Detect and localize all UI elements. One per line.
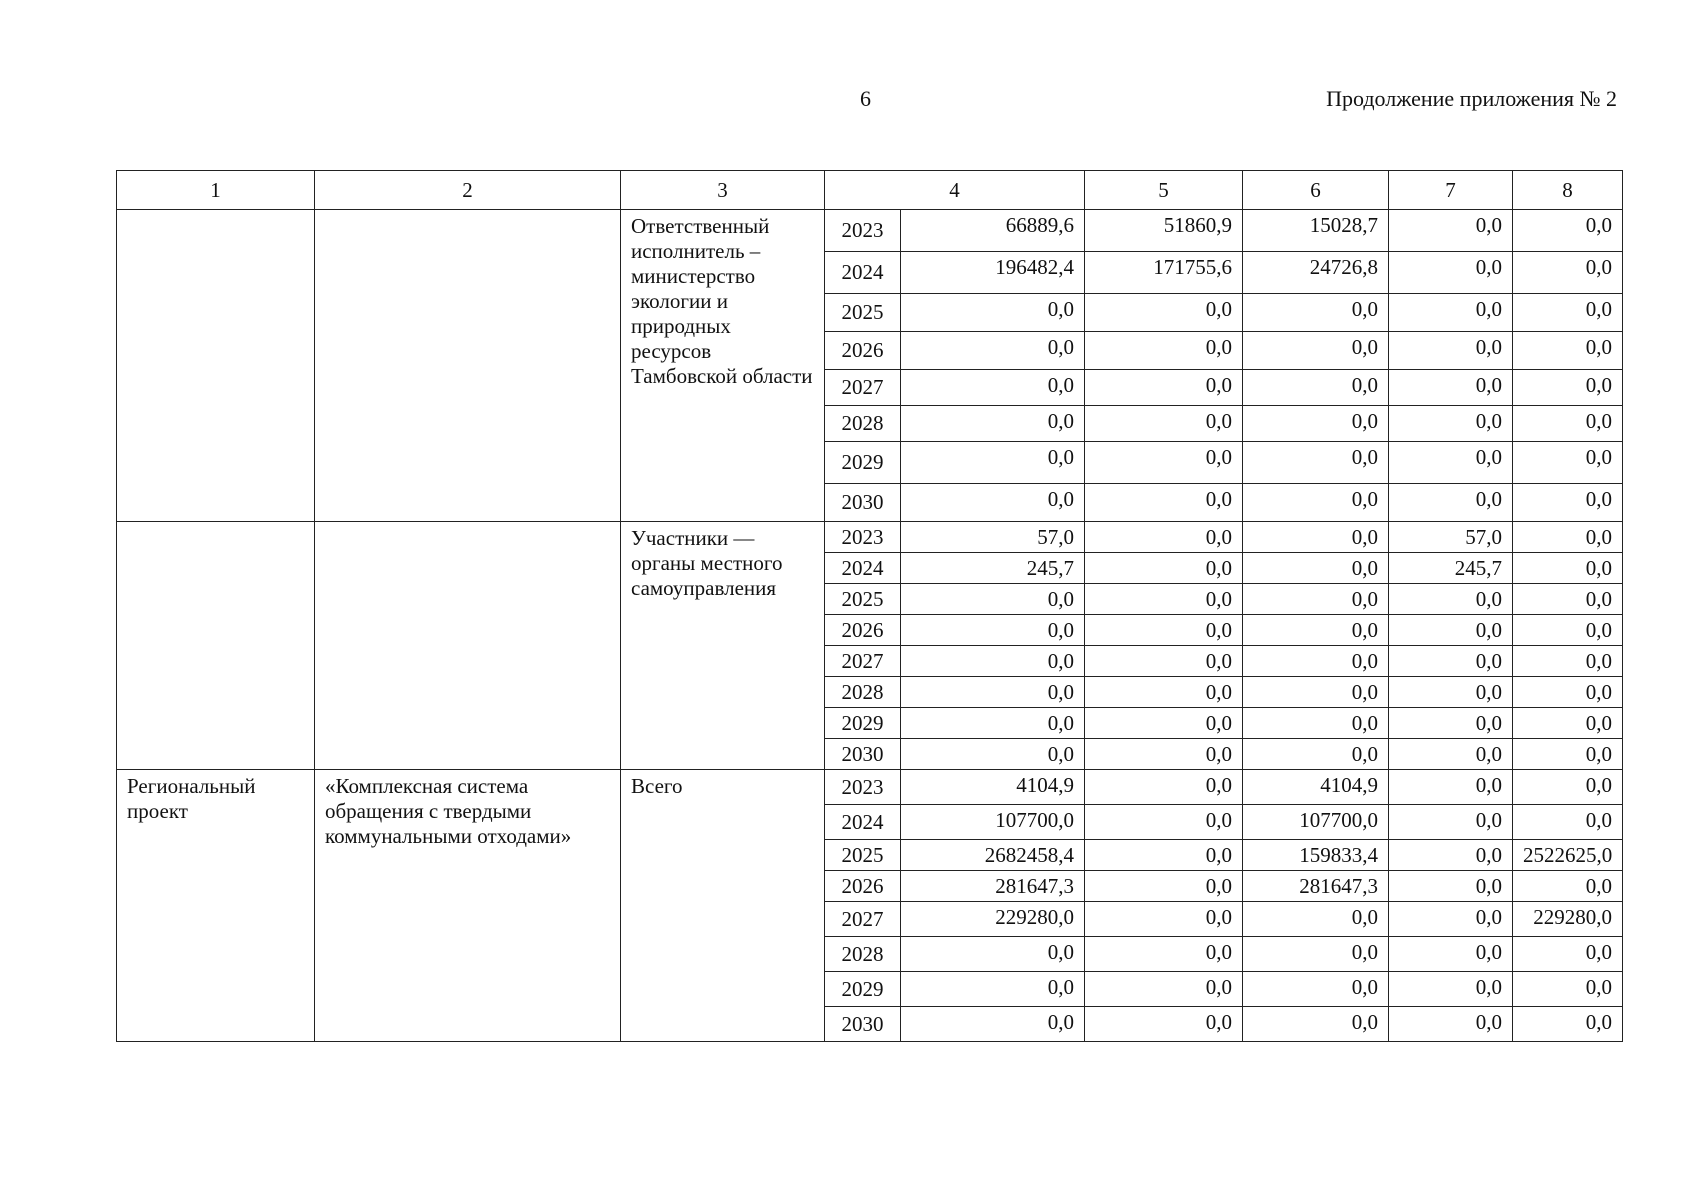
value-cell-6: 159833,4 <box>1243 840 1389 871</box>
value-cell-5: 0,0 <box>1085 294 1243 332</box>
value-cell-5: 0,0 <box>1085 1007 1243 1042</box>
value-cell-5: 0,0 <box>1085 677 1243 708</box>
value-cell-5: 0,0 <box>1085 406 1243 442</box>
value-cell-7: 57,0 <box>1389 522 1513 553</box>
value-cell-5: 0,0 <box>1085 522 1243 553</box>
value-cell-8: 0,0 <box>1513 615 1623 646</box>
value-cell-5: 0,0 <box>1085 805 1243 840</box>
value-cell-4: 0,0 <box>901 739 1085 770</box>
value-cell-7: 245,7 <box>1389 553 1513 584</box>
value-cell-8: 0,0 <box>1513 805 1623 840</box>
appendix-continuation-note: Продолжение приложения № 2 <box>1326 86 1617 111</box>
value-cell-4: 0,0 <box>901 1007 1085 1042</box>
group-executor-cell: Участники — органы местного самоуправления <box>621 522 825 770</box>
table-header <box>117 171 1623 210</box>
value-cell-8: 0,0 <box>1513 871 1623 902</box>
value-cell-5: 0,0 <box>1085 584 1243 615</box>
value-cell-7: 0,0 <box>1389 708 1513 739</box>
value-cell-5: 171755,6 <box>1085 252 1243 294</box>
year-cell: 2025 <box>825 584 901 615</box>
value-cell-5: 0,0 <box>1085 840 1243 871</box>
value-cell-6: 4104,9 <box>1243 770 1389 805</box>
value-cell-7: 0,0 <box>1389 972 1513 1007</box>
value-cell-8: 0,0 <box>1513 522 1623 553</box>
value-cell-6: 0,0 <box>1243 442 1389 484</box>
value-cell-5: 0,0 <box>1085 332 1243 370</box>
year-cell: 2030 <box>825 1007 901 1042</box>
value-cell-7: 0,0 <box>1389 442 1513 484</box>
value-cell-4: 0,0 <box>901 370 1085 406</box>
value-cell-4: 57,0 <box>901 522 1085 553</box>
value-cell-4: 196482,4 <box>901 252 1085 294</box>
value-cell-5: 0,0 <box>1085 484 1243 522</box>
value-cell-6: 0,0 <box>1243 708 1389 739</box>
group-executor-cell: Всего <box>621 770 825 1042</box>
value-cell-4: 0,0 <box>901 332 1085 370</box>
value-cell-8: 0,0 <box>1513 677 1623 708</box>
year-cell: 2026 <box>825 871 901 902</box>
value-cell-8: 0,0 <box>1513 252 1623 294</box>
year-cell: 2024 <box>825 252 901 294</box>
value-cell-5: 0,0 <box>1085 708 1243 739</box>
value-cell-6: 0,0 <box>1243 972 1389 1007</box>
value-cell-6: 0,0 <box>1243 646 1389 677</box>
value-cell-7: 0,0 <box>1389 406 1513 442</box>
value-cell-7: 0,0 <box>1389 294 1513 332</box>
value-cell-6: 0,0 <box>1243 902 1389 937</box>
value-cell-5: 51860,9 <box>1085 210 1243 252</box>
value-cell-8: 0,0 <box>1513 553 1623 584</box>
value-cell-6: 24726,8 <box>1243 252 1389 294</box>
value-cell-4: 4104,9 <box>901 770 1085 805</box>
value-cell-4: 245,7 <box>901 553 1085 584</box>
year-cell: 2027 <box>825 646 901 677</box>
column-header-8: 8 <box>1513 171 1623 210</box>
value-cell-5: 0,0 <box>1085 442 1243 484</box>
table-row <box>117 522 1623 553</box>
value-cell-6: 0,0 <box>1243 406 1389 442</box>
group-title-cell <box>315 210 621 522</box>
value-cell-6: 0,0 <box>1243 484 1389 522</box>
value-cell-4: 0,0 <box>901 937 1085 972</box>
column-header-5: 5 <box>1085 171 1243 210</box>
value-cell-6: 0,0 <box>1243 332 1389 370</box>
value-cell-6: 0,0 <box>1243 615 1389 646</box>
page-number: 6 <box>860 86 871 111</box>
value-cell-8: 0,0 <box>1513 646 1623 677</box>
year-cell: 2023 <box>825 522 901 553</box>
value-cell-4: 0,0 <box>901 442 1085 484</box>
value-cell-4: 0,0 <box>901 677 1085 708</box>
year-cell: 2028 <box>825 406 901 442</box>
value-cell-7: 0,0 <box>1389 902 1513 937</box>
year-cell: 2027 <box>825 902 901 937</box>
group-category-cell: Региональный проект <box>117 770 315 1042</box>
value-cell-5: 0,0 <box>1085 615 1243 646</box>
value-cell-7: 0,0 <box>1389 770 1513 805</box>
value-cell-8: 229280,0 <box>1513 902 1623 937</box>
value-cell-7: 0,0 <box>1389 871 1513 902</box>
column-header-7: 7 <box>1389 171 1513 210</box>
year-cell: 2030 <box>825 484 901 522</box>
value-cell-5: 0,0 <box>1085 902 1243 937</box>
group-category-cell <box>117 210 315 522</box>
column-header-1: 1 <box>117 171 315 210</box>
year-cell: 2027 <box>825 370 901 406</box>
value-cell-8: 0,0 <box>1513 294 1623 332</box>
header-row <box>117 171 1623 210</box>
value-cell-8: 0,0 <box>1513 442 1623 484</box>
value-cell-6: 281647,3 <box>1243 871 1389 902</box>
value-cell-7: 0,0 <box>1389 1007 1513 1042</box>
value-cell-6: 0,0 <box>1243 584 1389 615</box>
value-cell-7: 0,0 <box>1389 937 1513 972</box>
value-cell-5: 0,0 <box>1085 937 1243 972</box>
value-cell-5: 0,0 <box>1085 871 1243 902</box>
value-cell-8: 0,0 <box>1513 972 1623 1007</box>
group-executor-cell: Ответственный исполнитель – министерство экологии и природных ресурсов Тамбовской области <box>621 210 825 522</box>
value-cell-4: 0,0 <box>901 406 1085 442</box>
value-cell-4: 281647,3 <box>901 871 1085 902</box>
column-header-4: 4 <box>825 171 1085 210</box>
column-header-2: 2 <box>315 171 621 210</box>
value-cell-5: 0,0 <box>1085 972 1243 1007</box>
value-cell-8: 0,0 <box>1513 937 1623 972</box>
value-cell-4: 0,0 <box>901 294 1085 332</box>
value-cell-4: 0,0 <box>901 584 1085 615</box>
year-cell: 2029 <box>825 972 901 1007</box>
value-cell-7: 0,0 <box>1389 584 1513 615</box>
value-cell-8: 0,0 <box>1513 406 1623 442</box>
value-cell-4: 0,0 <box>901 972 1085 1007</box>
value-cell-4: 107700,0 <box>901 805 1085 840</box>
value-cell-7: 0,0 <box>1389 739 1513 770</box>
value-cell-4: 0,0 <box>901 646 1085 677</box>
value-cell-5: 0,0 <box>1085 646 1243 677</box>
value-cell-7: 0,0 <box>1389 210 1513 252</box>
value-cell-8: 0,0 <box>1513 332 1623 370</box>
value-cell-4: 0,0 <box>901 708 1085 739</box>
budget-table <box>116 170 1623 1042</box>
value-cell-5: 0,0 <box>1085 370 1243 406</box>
value-cell-7: 0,0 <box>1389 332 1513 370</box>
value-cell-6: 15028,7 <box>1243 210 1389 252</box>
value-cell-6: 0,0 <box>1243 677 1389 708</box>
value-cell-5: 0,0 <box>1085 553 1243 584</box>
value-cell-7: 0,0 <box>1389 484 1513 522</box>
column-header-6: 6 <box>1243 171 1389 210</box>
value-cell-5: 0,0 <box>1085 770 1243 805</box>
year-cell: 2028 <box>825 937 901 972</box>
year-cell: 2023 <box>825 770 901 805</box>
value-cell-6: 0,0 <box>1243 370 1389 406</box>
value-cell-4: 66889,6 <box>901 210 1085 252</box>
value-cell-7: 0,0 <box>1389 252 1513 294</box>
value-cell-4: 229280,0 <box>901 902 1085 937</box>
year-cell: 2024 <box>825 805 901 840</box>
value-cell-7: 0,0 <box>1389 840 1513 871</box>
group-category-cell <box>117 522 315 770</box>
value-cell-8: 0,0 <box>1513 484 1623 522</box>
value-cell-8: 0,0 <box>1513 1007 1623 1042</box>
value-cell-8: 0,0 <box>1513 708 1623 739</box>
value-cell-7: 0,0 <box>1389 615 1513 646</box>
value-cell-7: 0,0 <box>1389 677 1513 708</box>
value-cell-6: 0,0 <box>1243 1007 1389 1042</box>
year-cell: 2029 <box>825 708 901 739</box>
value-cell-6: 0,0 <box>1243 937 1389 972</box>
table-body <box>117 210 1623 1042</box>
year-cell: 2025 <box>825 840 901 871</box>
value-cell-8: 0,0 <box>1513 584 1623 615</box>
value-cell-6: 0,0 <box>1243 294 1389 332</box>
value-cell-8: 2522625,0 <box>1513 840 1623 871</box>
value-cell-4: 0,0 <box>901 484 1085 522</box>
table-row <box>117 770 1623 805</box>
year-cell: 2030 <box>825 739 901 770</box>
value-cell-6: 0,0 <box>1243 522 1389 553</box>
value-cell-4: 0,0 <box>901 615 1085 646</box>
year-cell: 2024 <box>825 553 901 584</box>
value-cell-6: 0,0 <box>1243 553 1389 584</box>
value-cell-7: 0,0 <box>1389 805 1513 840</box>
group-title-cell <box>315 522 621 770</box>
table-row <box>117 210 1623 252</box>
value-cell-8: 0,0 <box>1513 770 1623 805</box>
column-header-3: 3 <box>621 171 825 210</box>
value-cell-6: 0,0 <box>1243 739 1389 770</box>
value-cell-7: 0,0 <box>1389 370 1513 406</box>
year-cell: 2025 <box>825 294 901 332</box>
value-cell-8: 0,0 <box>1513 739 1623 770</box>
year-cell: 2029 <box>825 442 901 484</box>
year-cell: 2026 <box>825 615 901 646</box>
year-cell: 2028 <box>825 677 901 708</box>
value-cell-4: 2682458,4 <box>901 840 1085 871</box>
value-cell-6: 107700,0 <box>1243 805 1389 840</box>
value-cell-7: 0,0 <box>1389 646 1513 677</box>
year-cell: 2023 <box>825 210 901 252</box>
year-cell: 2026 <box>825 332 901 370</box>
group-title-cell: «Комплексная система обращения с твердыми коммунальными отходами» <box>315 770 621 1042</box>
value-cell-8: 0,0 <box>1513 370 1623 406</box>
value-cell-5: 0,0 <box>1085 739 1243 770</box>
value-cell-8: 0,0 <box>1513 210 1623 252</box>
